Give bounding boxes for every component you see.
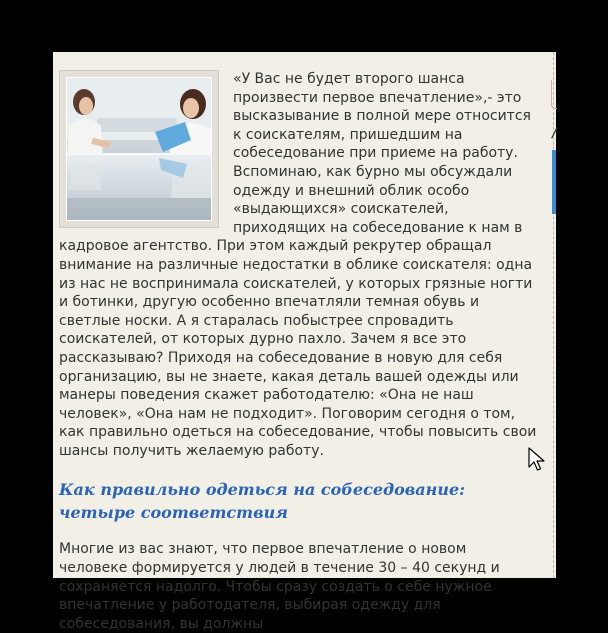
article-page — [53, 52, 556, 632]
section-heading[interactable]: Как правильно одеться на собеседование: четыре соответствия — [59, 480, 466, 523]
mouse-cursor-icon — [528, 447, 546, 473]
interview-photo — [66, 77, 212, 221]
article-content — [59, 70, 539, 633]
sidebar-blue-accent[interactable] — [552, 150, 556, 214]
sidebar-pink-accent — [551, 80, 557, 109]
article-intro: «У Вас не будет второго шанса произвести первое впечатление»,- это высказывание в полной мере относится к соискателям, пришедшим на собеседование при приеме на работу. Вспоминаю, как бурно мы обсуждали одежду и внешний облик особо «выдающихся» соискателей, приходящих на собеседование к нам в кадровое агентство. При этом каждый рекрутер обращал внимание на различные недостатки в облике соискателя: одна из нас не воспринимала соискателей, у которых грязные ногти и ботинки, другую особенно впечатляли темная обувь и светлые носки. А я старалась побыстрее спровадить соискателей, от которых дурно пахло. Зачем я все это рассказываю? Приходя на собеседование в новую для себя организацию, вы не знаете, какая деталь вашей одежды или манеры поведения скажет работодателю: «Она не наш человек», «Она нам не подходит». Поговорим сегодня о том, как правильно одеться на собеседование, чтобы повысить свои шансы получить желаемую работу. — [59, 71, 537, 459]
sidebar-letter-fragment: / — [552, 126, 557, 141]
article-body: Многие из вас знают, что первое впечатление о новом человеке формируется у людей в течение 30 – 40 секунд и сохраняется надолго. Чтобы сразу создать о себе нужное впечатление у работодателя, выбирая одежду для собеседования, вы должны — [59, 541, 500, 632]
article-photo-frame — [59, 70, 219, 228]
interview-photo-icon — [67, 78, 211, 220]
